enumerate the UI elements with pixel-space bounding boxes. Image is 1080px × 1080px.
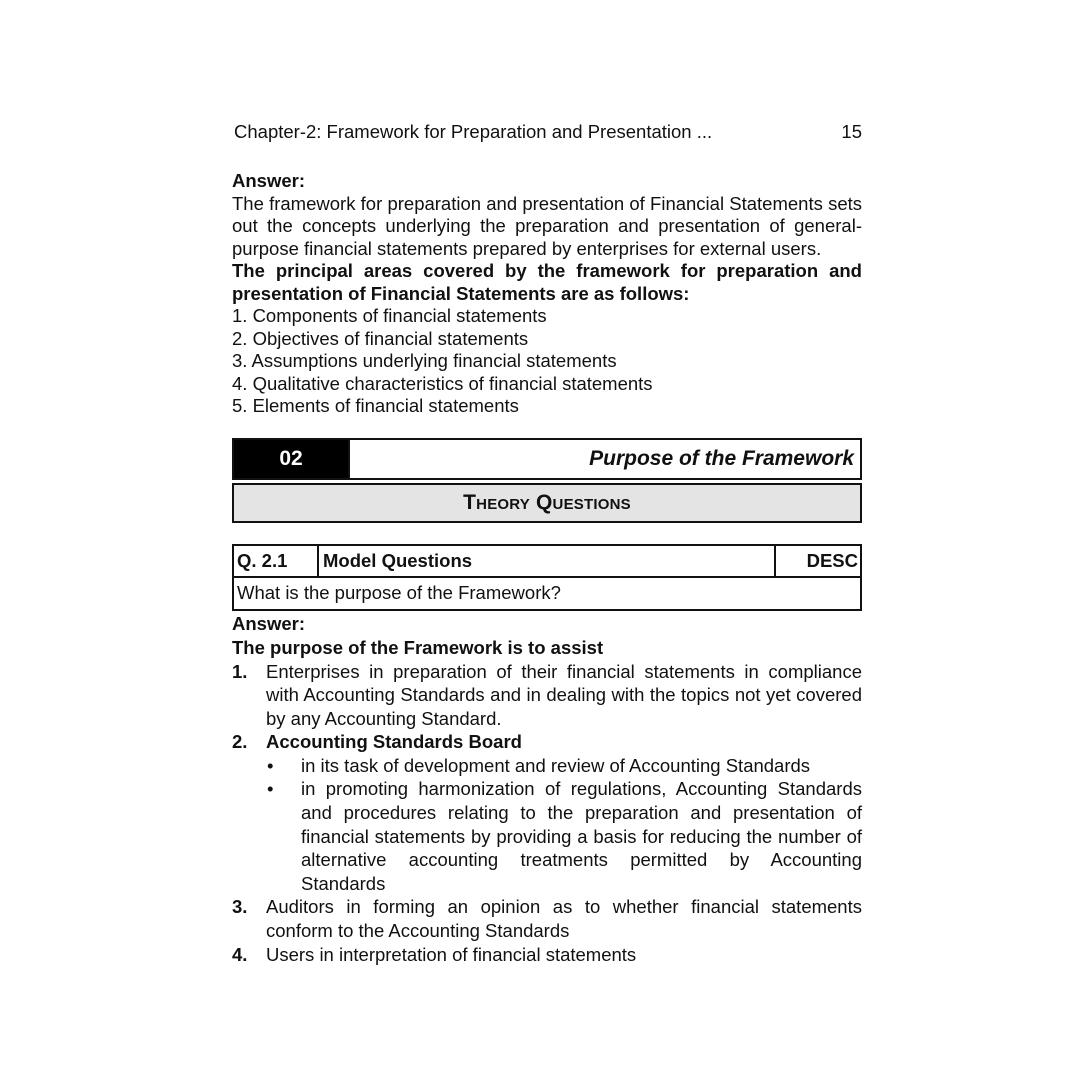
question-type: DESC xyxy=(806,549,858,571)
page-number: 15 xyxy=(841,121,862,142)
list-item: 3. Assumptions underlying financial statements xyxy=(232,350,617,371)
section-number: 02 xyxy=(234,440,348,478)
purpose-list xyxy=(232,660,862,967)
list-item: 2. Accounting Standards Board xyxy=(232,731,522,753)
list-item: 4. Users in interpretation of financial statements xyxy=(232,943,637,965)
list-item: 1. Components of financial statements xyxy=(232,305,547,326)
answer-label: Answer: xyxy=(232,612,305,634)
answer-paragraph: The framework for preparation and presentation of Financial Statements sets out the concepts underlying the preparation and presentation of general-purpose financial statements prepared by enterprises for external users. xyxy=(232,192,862,259)
bullet-item: • in promoting harmonization of regulations, Accounting Standards and procedures relating to the preparation and presentation of financial statements by providing a basis for reducing the number of alternative accounting treatments permitted by Accounting Standards xyxy=(267,778,862,894)
list-item: 1. Enterprises in preparation of their financial statements in compliance with Accounting Standards and in dealing with the topics not yet covered by any Accounting Standard. xyxy=(232,660,862,729)
theory-questions-heading: Theory Questions xyxy=(232,483,862,523)
list-item: 2. Objectives of financial statements xyxy=(232,327,529,349)
question-category: Model Questions xyxy=(319,546,776,576)
question-number: Q. 2.1 xyxy=(234,546,319,576)
purpose-intro: The purpose of the Framework is to assist xyxy=(232,637,604,658)
list-item: 5. Elements of financial statements xyxy=(232,395,519,416)
question-text: What is the purpose of the Framework? xyxy=(237,582,561,603)
bullet-item: • in its task of development and review of Accounting Standards xyxy=(267,754,811,776)
section-title: Purpose of the Framework xyxy=(348,440,860,478)
principal-areas-list xyxy=(232,305,862,418)
question-table xyxy=(232,544,862,611)
chapter-title: Chapter-2: Framework for Preparation and Presentation ... xyxy=(234,121,713,142)
bullet-icon: • xyxy=(267,778,274,800)
list-item: 4. Qualitative characteristics of financial statements xyxy=(232,372,653,394)
list-item: 3. Auditors in forming an opinion as to whether financial statements conform to the Accounting Standards xyxy=(232,896,862,942)
running-header xyxy=(234,120,862,144)
document-page xyxy=(232,120,862,966)
question-header-row xyxy=(234,546,860,578)
bullet-icon: • xyxy=(267,754,274,776)
answer-label: Answer: xyxy=(232,170,305,191)
principal-areas-intro: The principal areas covered by the framework for preparation and presentation of Financial Statements are as follows: xyxy=(232,260,862,304)
section-banner xyxy=(232,438,862,480)
